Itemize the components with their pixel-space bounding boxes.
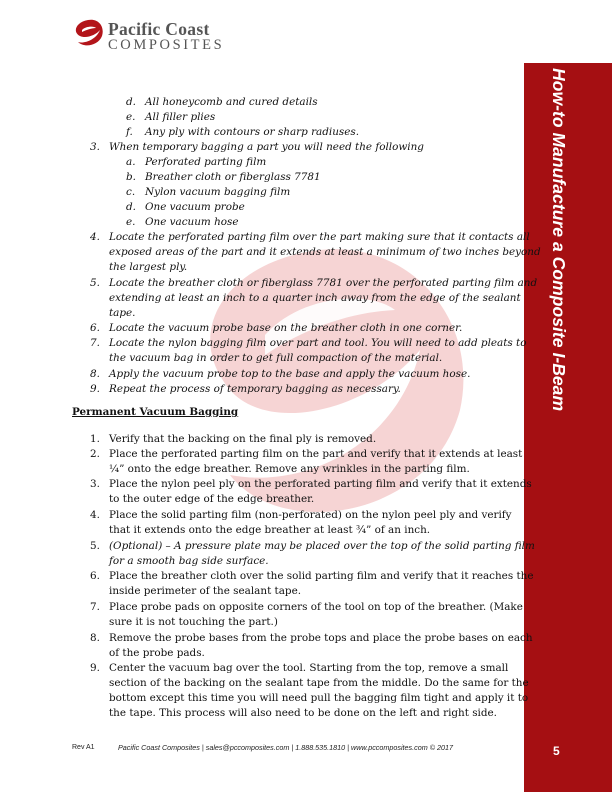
- list-item: 3. Place the nylon peel ply on the perforated parting film and verify that it extends to the outer edge of the edge breather.: [90, 478, 532, 505]
- revision-label: Rev A1: [72, 744, 95, 751]
- list-item: 1. Verify that the backing on the final ply is removed.: [90, 433, 377, 445]
- list-item: 9. Repeat the process of temporary bagging as necessary.: [90, 383, 401, 395]
- list-item: 4. Place the solid parting film (non-perforated) on the nylon peel ply and verify that it extends onto the edge breather at least ¾” of an inch.: [90, 509, 512, 536]
- list-item: 5. Locate the breather cloth or fiberglass 7781 over the perforated parting film and extending at least an inch to a quarter inch away from the edge of the sealant tape.: [90, 277, 538, 319]
- list-item: e. All filler plies: [126, 111, 216, 123]
- list-item: a. Perforated parting film: [126, 156, 267, 168]
- list-item: 7. Locate the nylon bagging film over part and tool. You will need to add pleats to the vacuum bag in order to get full compaction of the material.: [90, 337, 527, 364]
- section-heading: Permanent Vacuum Bagging: [72, 406, 239, 418]
- list-item: 9. Center the vacuum bag over the tool. Starting from the top, remove a small section of the backing on the sealant tape from the middle. Do the same for the bottom except this time you will need pull the bagging film tight and apply it to the tape. This process will also need to be done on the left and right side.: [90, 662, 529, 719]
- logo-line-1: Pacific Coast: [108, 19, 210, 39]
- list-item: 6. Locate the vacuum probe base on the breather cloth in one corner.: [90, 322, 463, 334]
- list-item: d. All honeycomb and cured details: [126, 96, 318, 108]
- logo-line-2: COMPOSITES: [108, 37, 225, 53]
- list-item: 4. Locate the perforated parting film over the part making sure that it contacts all exposed areas of the part and it extends at least a minimum of two inches beyond the largest ply.: [90, 231, 541, 273]
- list-item: 6. Place the breather cloth over the solid parting film and verify that it reaches the inside perimeter of the sealant tape.: [90, 570, 534, 597]
- list-item: d. One vacuum probe: [126, 201, 245, 213]
- list-item: 7. Place probe pads on opposite corners of the tool on top of the breather. (Make sure it is not touching the part.): [90, 601, 523, 628]
- document-title: How-to Manufacture a Composite I-Beam: [549, 68, 569, 412]
- list-item: 3. When temporary bagging a part you will need the following: [90, 141, 424, 153]
- page-number: 5: [553, 744, 560, 758]
- list-item: e. One vacuum hose: [126, 216, 239, 228]
- list-item: 5. (Optional) – A pressure plate may be placed over the top of the solid parting film for a smooth bag side surface.: [90, 540, 535, 567]
- list-item: 8. Apply the vacuum probe top to the base and apply the vacuum hose.: [90, 368, 471, 380]
- list-item: b. Breather cloth or fiberglass 7781: [126, 171, 321, 183]
- list-item: 8. Remove the probe bases from the probe tops and place the probe bases on each of the probe pads.: [90, 632, 533, 659]
- list-item: 2. Place the perforated parting film on the part and verify that it extends at least ¼” onto the edge breather. Remove any wrinkles in the parting film.: [90, 448, 523, 475]
- list-item: c. Nylon vacuum bagging film: [126, 186, 291, 198]
- list-item: f. Any ply with contours or sharp radiuses.: [126, 126, 360, 138]
- footer-contact: Pacific Coast Composites | sales@pccomposites.com | 1.888.535.1810 | www.pccomposites.com © 2017: [118, 743, 453, 752]
